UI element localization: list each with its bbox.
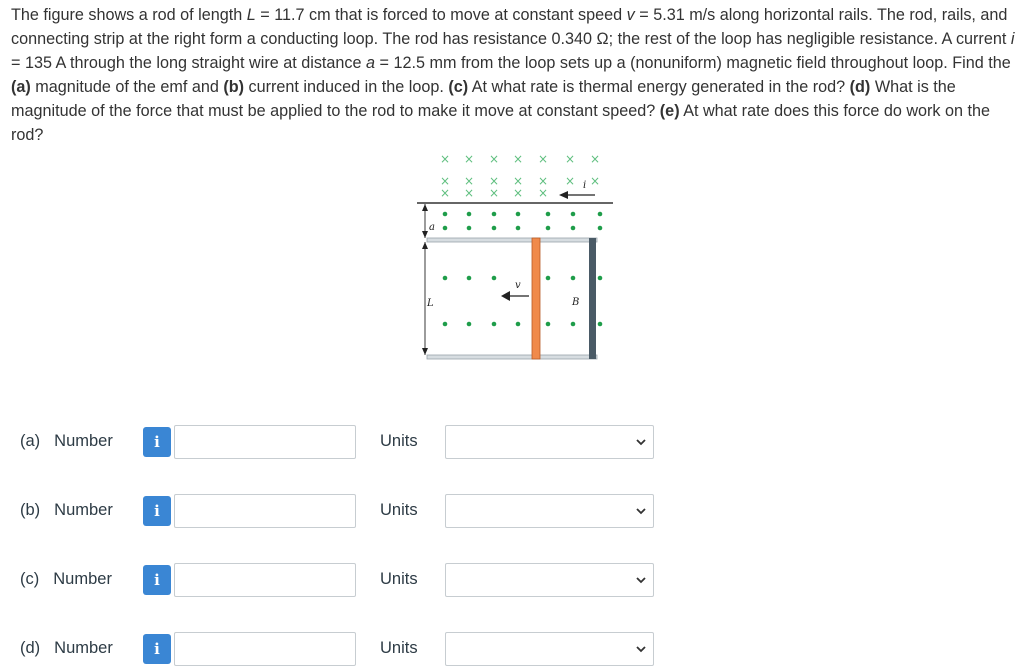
current-arrow-icon — [559, 191, 568, 199]
field-dot-mark — [516, 322, 521, 327]
field-cross-mark: × — [589, 174, 601, 188]
answer-row — [0, 629, 1024, 669]
field-dot-mark — [598, 226, 603, 231]
field-cross-mark: × — [512, 152, 524, 166]
part-label — [20, 570, 112, 589]
field-dot-mark — [598, 322, 603, 327]
field-dot-mark — [516, 226, 521, 231]
field-cross-mark: × — [488, 186, 500, 200]
bottom-rail — [427, 355, 597, 359]
field-dot-mark — [443, 226, 448, 231]
number-label: Number — [54, 639, 113, 657]
field-cross-mark: × — [589, 152, 601, 166]
number-input[interactable] — [174, 563, 356, 597]
units-select[interactable] — [445, 425, 654, 459]
answer-row — [0, 422, 1024, 462]
field-dot-mark — [492, 212, 497, 217]
field-dot-mark — [467, 322, 472, 327]
label-a: a — [429, 222, 435, 233]
label-i: i — [583, 180, 587, 191]
part-id: (d) — [20, 639, 41, 657]
info-button[interactable]: i — [143, 427, 171, 457]
part-label — [20, 432, 113, 451]
field-dot-mark — [571, 226, 576, 231]
field-cross-mark: × — [537, 174, 549, 188]
field-cross-mark: × — [512, 186, 524, 200]
field-cross-mark: × — [439, 174, 451, 188]
field-dot-mark — [571, 322, 576, 327]
info-button[interactable]: i — [143, 565, 171, 595]
field-dot-mark — [443, 322, 448, 327]
field-dot-mark — [571, 212, 576, 217]
field-cross-mark: × — [463, 186, 475, 200]
field-cross-mark: × — [564, 152, 576, 166]
field-cross-mark: × — [537, 152, 549, 166]
field-dot-mark — [598, 212, 603, 217]
number-input[interactable] — [174, 632, 356, 666]
units-select[interactable] — [445, 494, 654, 528]
field-cross-mark: × — [512, 174, 524, 188]
field-dot-mark — [492, 276, 497, 281]
field-dot-mark — [571, 276, 576, 281]
answer-row — [0, 560, 1024, 600]
info-button[interactable]: i — [143, 496, 171, 526]
units-label: Units — [380, 570, 418, 588]
number-input[interactable] — [174, 494, 356, 528]
field-cross-mark: × — [439, 186, 451, 200]
units-select[interactable] — [445, 632, 654, 666]
units-label: Units — [380, 432, 418, 450]
field-dot-mark — [598, 276, 603, 281]
number-input[interactable] — [174, 425, 356, 459]
top-rail — [427, 238, 597, 242]
field-dot-mark — [516, 212, 521, 217]
number-label: Number — [54, 432, 113, 450]
part-id: (c) — [20, 570, 40, 588]
part-id: (b) — [20, 501, 41, 519]
field-cross-mark: × — [463, 174, 475, 188]
part-id: (a) — [20, 432, 41, 450]
field-dot-mark — [546, 226, 551, 231]
field-dot-mark — [467, 226, 472, 231]
moving-rod — [532, 238, 540, 359]
number-label: Number — [54, 501, 113, 519]
part-label — [20, 501, 113, 520]
field-dot-mark — [443, 276, 448, 281]
units-label: Units — [380, 639, 418, 657]
field-cross-mark: × — [537, 186, 549, 200]
label-L: L — [427, 298, 434, 309]
chevron-down-icon — [635, 574, 647, 586]
label-B: B — [572, 297, 580, 308]
chevron-down-icon — [635, 643, 647, 655]
field-cross-mark: × — [439, 152, 451, 166]
chevron-down-icon — [635, 436, 647, 448]
field-dot-mark — [546, 212, 551, 217]
label-v: v — [515, 280, 521, 291]
answer-row — [0, 491, 1024, 531]
field-dot-mark — [546, 276, 551, 281]
info-button[interactable]: i — [143, 634, 171, 664]
units-select[interactable] — [445, 563, 654, 597]
field-dot-mark — [467, 276, 472, 281]
rod-rails-figure — [405, 148, 625, 368]
field-cross-mark: × — [564, 174, 576, 188]
question-text: The figure shows a rod of length L = 11.7 cm that is forced to move at constant speed v = 5.31 m/s along horizontal rails. The rod, rails, and connecting strip at the right form a conducting loop. The rod has resistance 0.340 Ω; the rest of the loop has negligible resistance. A current i = 135 A through the long straight wire at distance a = 12.5 mm from the loop sets up a (nonuniform) magnetic field throughout loop. Find the (a) magnitude of the emf and (b) current induced in the loop. (c) At what rate is thermal energy generated in the rod? (d) What is the magnitude of the force that must be applied to the rod to make it move at constant speed? (e) At what rate does this force do work on the rod? — [11, 6, 1015, 144]
field-dot-mark — [546, 322, 551, 327]
part-label — [20, 639, 113, 658]
chevron-down-icon — [635, 505, 647, 517]
field-dot-mark — [492, 226, 497, 231]
field-cross-mark: × — [488, 152, 500, 166]
field-dot-mark — [492, 322, 497, 327]
connecting-strip — [589, 238, 596, 359]
field-dot-mark — [443, 212, 448, 217]
field-dot-mark — [467, 212, 472, 217]
field-cross-mark: × — [488, 174, 500, 188]
magnetic-field-into-page-crosses — [440, 152, 600, 200]
field-cross-mark: × — [463, 152, 475, 166]
velocity-arrow-icon — [501, 291, 510, 301]
number-label: Number — [53, 570, 112, 588]
magnetic-field-out-of-page-dots — [443, 212, 603, 327]
units-label: Units — [380, 501, 418, 519]
